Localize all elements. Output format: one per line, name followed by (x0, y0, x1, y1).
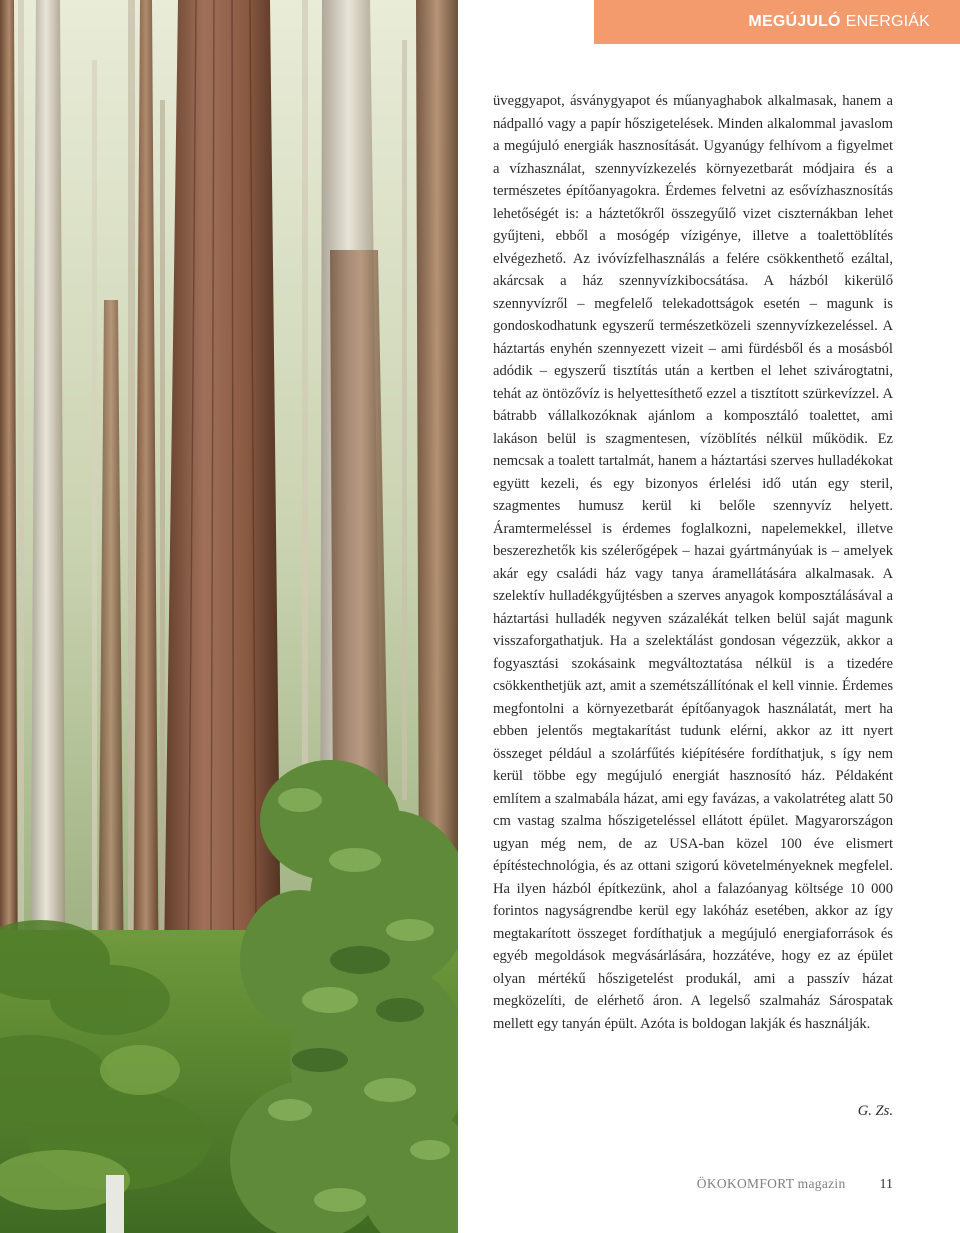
author-signature: G. Zs. (857, 1103, 893, 1119)
page-number: 11 (879, 1177, 893, 1192)
section-title-bold: MEGÚJULÓ (748, 13, 841, 30)
article-paragraph: üveggyapot, ásványgyapot és műanyaghabok alkalmasak, hanem a nádpalló vagy a papír hőszigetelések. Minden alkalommal javaslom a megújuló energiák hasznosítását. Ugyanúgy felhívom a figyelmet a vízhasználat, szennyvízkezelés környezetbarát módjaira és a természetes építőanyagokra. Érdemes felvetni az esővízhasznosítás lehetőségét is: a háztetőkről összegyűlő vizet ciszternákban lehet gyűjteni, ebből a mosógép vízigénye, illetve a toalettöblítés elvégezhető. Az ivóvízfelhasználás a felére csökkenthető ezáltal, akárcsak a ház szennyvízkibocsátása. A házból kikerülő szennyvízről – megfelelő telekadottságok esetén – magunk is gondoskodhatunk egyszerű természetközeli szennyvízkezeléssel. A háztartás enyhén szennyezett vizeit – ami fürdésből és a mosásból adódik – egyszerű tisztítás után a kertben el lehet szivárogtatni, tehát az öntözővíz is helyettesíthető ezzel a tisztított szürkevízzel. A bátrabb vállalkozóknak ajánlom a komposztáló toalettet, ami lakáson belül is szagmentesen, vízöblítés nélkül működik. Ez nemcsak a toalett tartalmát, hanem a háztartási szerves hulladékokat együtt kezeli, és egy bizonyos érlelési idő után egy steril, szagmentes humusz kerül ki belőle szennyvíz helyett. Áramtermeléssel is érdemes foglalkozni, napelemekkel, illetve beszerezhetők kis szélerőgépek – hazai gyártmányúak is – amelyek akár egy családi ház vagy tanya áramellátására alkalmasak. A szelektív hulladékgyűjtésben a szerves anyagok komposztálásával a háztartási hulladék negyven százalékát telken belül saját magunk visszaforgathatjuk. Ha a szelektálást gondosan végezzük, akkor a fogyasztási szokásaink megváltoztatása nélkül is a tizedére csökkenthetjük azt, amit a szemétszállítónak el kell vinnie. Érdemes megfontolni a környezetbarát építőanyagok használatát, mert ha ebben jelentős megtakarítást tudunk elérni, akkor az itt nyert összeget például a szolárfűtés kiépítésére fordíthatjuk, s így nem kerül többe egy megújuló energiát hasznosító ház. Példaként említem a szalmabála házat, ami egy favázas, a vakolatréteg alatt 50 cm vastag szalma hőszigeteléssel ellátott épület. Magyarországon ugyan még nem, de az USA-ban közel 100 éve elismert építéstechnológia, és az ottani szigorú követelményeknek megfelel. Ha ilyen házból építkezünk, ahol a falazóanyag költsége 10 000 forintos nagyságrendbe kerül egy lakóház esetében, akkor az így megtakarított összeget fordíthatjuk a megújuló energiaforrások és egyéb megoldások megvásárlására, hozzátéve, hogy ez az épület olyan mértékű hőszigetelést produkál, ami a passzív házat megközelíti, de elérhető áron. A legelső szalmaház Sárospatak mellett egy tanyán épült. Azóta is boldogan lakják és használják. (493, 93, 893, 1032)
forest-photo (0, 0, 458, 1233)
magazine-name: ÖKOKOMFORT magazin (696, 1176, 846, 1191)
article-body (493, 90, 893, 1035)
section-banner (594, 0, 960, 44)
section-title-light: ENERGIÁK (845, 13, 930, 30)
page-footer (600, 1176, 893, 1193)
